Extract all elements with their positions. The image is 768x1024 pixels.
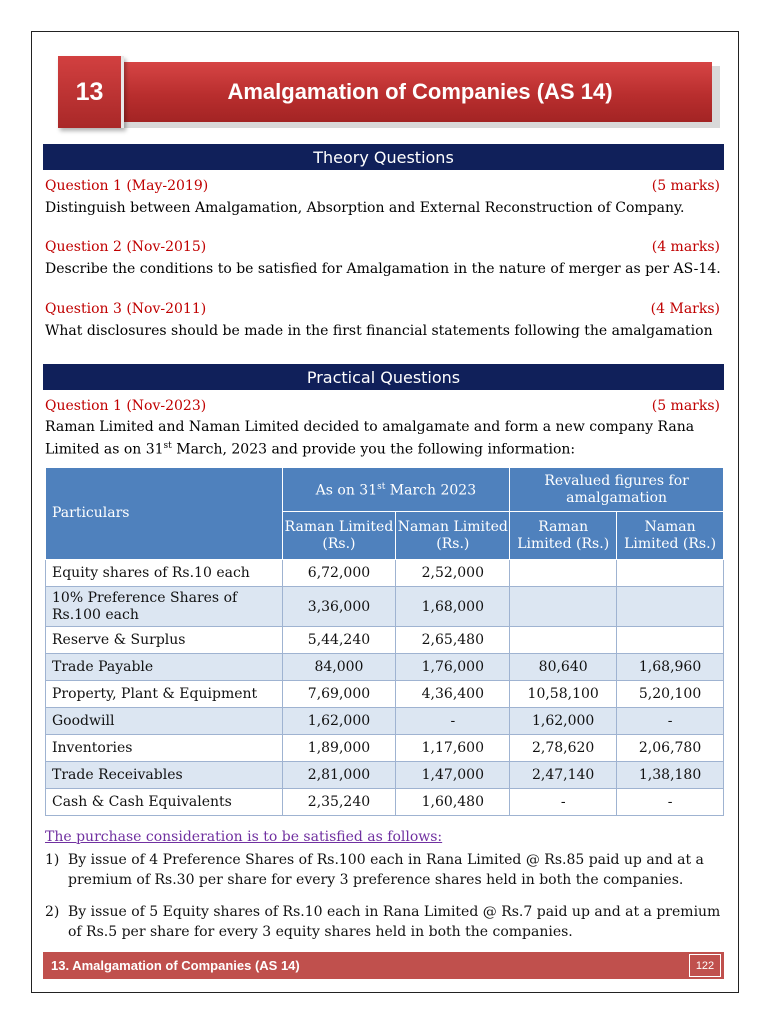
row-label: Trade Receivables <box>46 762 283 789</box>
question-text-line-1: Raman Limited and Naman Limited decided to amalgamate and form a new company Rana <box>45 419 695 435</box>
raman-value: 7,69,000 <box>282 681 396 708</box>
theory-question-2-header <box>45 239 720 255</box>
theory-question-2-text: Describe the conditions to be satisfied for Amalgamation in the nature of merger as per AS-14. <box>45 261 721 277</box>
naman-value: 1,76,000 <box>396 654 510 681</box>
raman-value: 2,35,240 <box>282 789 396 816</box>
question-marks: (4 marks) <box>651 239 720 255</box>
question-marks: (5 marks) <box>651 178 720 194</box>
naman-revalued-value: - <box>617 789 724 816</box>
question-label: Question 3 (Nov-2011) <box>45 301 207 317</box>
table-row <box>46 560 724 587</box>
naman-revalued-value: 1,38,180 <box>617 762 724 789</box>
raman-revalued-value: - <box>510 789 617 816</box>
practical-question-1-text <box>45 418 725 460</box>
naman-revalued-value <box>617 560 724 587</box>
revalued-header: Revalued figures for amalgamation <box>510 468 724 512</box>
naman-value: 1,17,600 <box>396 735 510 762</box>
as-on-header: As on 31st March 2023 <box>282 468 510 512</box>
purchase-consideration-heading: The purchase consideration is to be satisfied as follows: <box>45 829 443 845</box>
theory-question-1-text: Distinguish between Amalgamation, Absorption and External Reconstruction of Company. <box>45 200 685 216</box>
naman-value: 1,47,000 <box>396 762 510 789</box>
raman-value: 6,72,000 <box>282 560 396 587</box>
raman-value: 3,36,000 <box>282 587 396 627</box>
superscript: st <box>163 441 172 451</box>
theory-question-3-text: What disclosures should be made in the first financial statements following the amalgamation <box>45 323 713 339</box>
page-number: 122 <box>689 954 721 977</box>
naman-revalued-value <box>617 587 724 627</box>
question-text-line-2-end: March, 2023 and provide you the following information: <box>171 441 576 458</box>
list-text: By issue of 4 Preference Shares of Rs.100 each in Rana Limited @ Rs.85 paid up and at a premium of Rs.30 per share for every 3 preference shares held in both the companies. <box>68 852 704 888</box>
question-label: Question 2 (Nov-2015) <box>45 239 207 255</box>
raman-revalued-value <box>510 627 617 654</box>
row-label: Reserve & Surplus <box>46 627 283 654</box>
question-label: Question 1 (Nov-2023) <box>45 398 207 414</box>
table-row <box>46 708 724 735</box>
list-number: 2) <box>45 904 60 920</box>
naman-value: 1,60,480 <box>396 789 510 816</box>
table-row <box>46 681 724 708</box>
raman-value: 1,62,000 <box>282 708 396 735</box>
naman-revalued-value: 1,68,960 <box>617 654 724 681</box>
naman-value: - <box>396 708 510 735</box>
raman-revalued-header: Raman Limited (Rs.) <box>510 512 617 560</box>
practical-question-1-header <box>45 398 720 414</box>
raman-revalued-value: 2,47,140 <box>510 762 617 789</box>
raman-header: Raman Limited (Rs.) <box>282 512 396 560</box>
list-text: By issue of 5 Equity shares of Rs.10 each in Rana Limited @ Rs.7 paid up and at a premium of Rs.5 per share for every 3 equity shares held in both the companies. <box>68 904 721 940</box>
naman-header: Naman Limited (Rs.) <box>396 512 510 560</box>
table-row <box>46 627 724 654</box>
list-item-1 <box>45 850 725 890</box>
naman-value: 2,65,480 <box>396 627 510 654</box>
row-label: Cash & Cash Equivalents <box>46 789 283 816</box>
naman-revalued-value <box>617 627 724 654</box>
raman-value: 84,000 <box>282 654 396 681</box>
row-label: 10% Preference Shares of Rs.100 each <box>46 587 283 627</box>
financial-data-table <box>45 467 724 816</box>
question-marks: (4 Marks) <box>650 301 720 317</box>
question-text-line-2-start: Limited as on 31 <box>45 441 164 458</box>
naman-revalued-value: - <box>617 708 724 735</box>
row-label: Equity shares of Rs.10 each <box>46 560 283 587</box>
naman-value: 1,68,000 <box>396 587 510 627</box>
naman-value: 4,36,400 <box>396 681 510 708</box>
table-row <box>46 654 724 681</box>
list-number: 1) <box>45 852 60 868</box>
raman-revalued-value: 1,62,000 <box>510 708 617 735</box>
table-row <box>46 789 724 816</box>
theory-question-1-header <box>45 178 720 194</box>
question-label: Question 1 (May-2019) <box>45 178 209 194</box>
theory-heading: Theory Questions <box>43 144 724 170</box>
naman-revalued-value: 5,20,100 <box>617 681 724 708</box>
chapter-number: 13 <box>58 56 124 128</box>
table-row <box>46 587 724 627</box>
chapter-title: Amalgamation of Companies (AS 14) <box>227 79 613 104</box>
raman-revalued-value: 80,640 <box>510 654 617 681</box>
naman-revalued-header: Naman Limited (Rs.) <box>617 512 724 560</box>
row-label: Property, Plant & Equipment <box>46 681 283 708</box>
naman-value: 2,52,000 <box>396 560 510 587</box>
row-label: Goodwill <box>46 708 283 735</box>
raman-revalued-value: 10,58,100 <box>510 681 617 708</box>
question-marks: (5 marks) <box>651 398 720 414</box>
table-row <box>46 762 724 789</box>
raman-value: 2,81,000 <box>282 762 396 789</box>
raman-value: 1,89,000 <box>282 735 396 762</box>
row-label: Inventories <box>46 735 283 762</box>
raman-revalued-value <box>510 587 617 627</box>
naman-revalued-value: 2,06,780 <box>617 735 724 762</box>
footer-bar: 13. Amalgamation of Companies (AS 14) <box>43 952 724 979</box>
raman-revalued-value <box>510 560 617 587</box>
raman-revalued-value: 2,78,620 <box>510 735 617 762</box>
theory-question-3-header <box>45 301 720 317</box>
particulars-header: Particulars <box>46 468 283 560</box>
table-row <box>46 735 724 762</box>
list-item-2 <box>45 902 725 942</box>
row-label: Trade Payable <box>46 654 283 681</box>
practical-heading: Practical Questions <box>43 364 724 390</box>
raman-value: 5,44,240 <box>282 627 396 654</box>
